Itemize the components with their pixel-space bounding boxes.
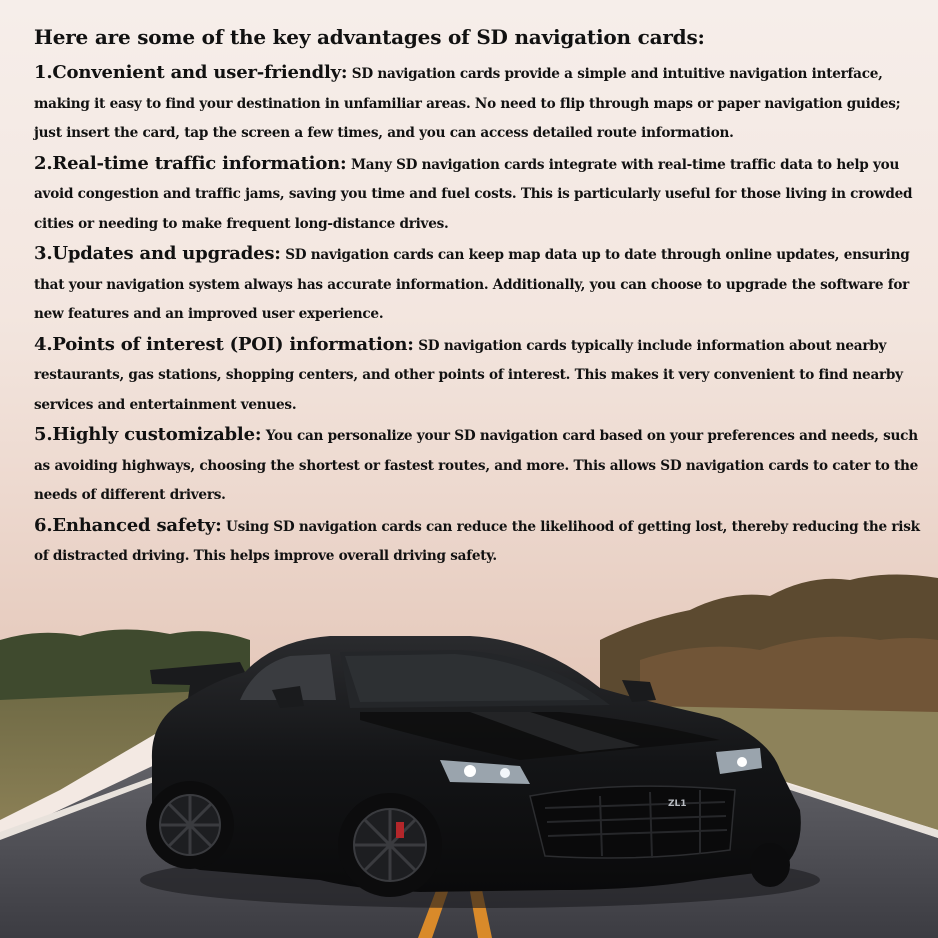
text-block — [34, 22, 929, 572]
car-badge: ZL1 — [668, 799, 687, 809]
advantage-item-3 — [34, 239, 929, 330]
advantage-item-6 — [34, 511, 929, 572]
advantage-body: SD navigation cards typically include information about nearby restaurants, gas stations, shopping centers, and other points of interest. This makes it very convenient to find nearby services and entertainment venues. — [34, 337, 903, 413]
headline: Here are some of the key advantages of SD navigation cards: — [34, 25, 705, 49]
advantage-body: You can personalize your SD navigation card based on your preferences and needs, such as avoiding highways, choosing the shortest or fastest routes, and more. This allows SD navigation cards to cater to the needs of different drivers. — [34, 428, 919, 503]
advantage-body: Many SD navigation cards integrate with real-time traffic data to help you avoid congestion and traffic jams, saving you time and fuel costs. This is particularly useful for those living in crowded cities or needing to make frequent long-distance drives. — [34, 156, 913, 232]
car-wheel-front — [338, 793, 442, 897]
advantage-item-2 — [34, 149, 929, 240]
advantage-body: Using SD navigation cards can reduce the likelihood of getting lost, thereby reducing the risk of distracted driving. This helps improve overall driving safety. — [34, 518, 920, 564]
advantage-body: SD navigation cards provide a simple and intuitive navigation interface, making it easy to find your destination in unfamiliar areas. No need to flip through maps or paper navigation guides; just insert the card, tap the screen a few times, and you can access detailed route information. — [34, 66, 901, 141]
car-wheel-front-right — [750, 843, 790, 887]
advantage-item-1 — [34, 58, 929, 149]
advantage-title: 2.Real-time traffic information: — [34, 152, 347, 174]
advantage-body: SD navigation cards can keep map data up to date through online updates, ensuring that your navigation system always has accurate information. Additionally, you can choose to upgrade the software for new features and an improved user experience. — [34, 247, 910, 322]
advantage-title: 1.Convenient and user-friendly: — [34, 62, 348, 83]
advantage-title: 5.Highly customizable: — [34, 424, 262, 445]
advantage-title: 4.Points of interest (POI) information: — [34, 333, 414, 355]
advantage-title: 6.Enhanced safety: — [34, 514, 222, 536]
advantage-item-5 — [34, 420, 929, 511]
advantage-title: 3.Updates and upgrades: — [34, 243, 281, 264]
car-wheel-rear — [146, 781, 234, 869]
advantage-item-4 — [34, 330, 929, 421]
